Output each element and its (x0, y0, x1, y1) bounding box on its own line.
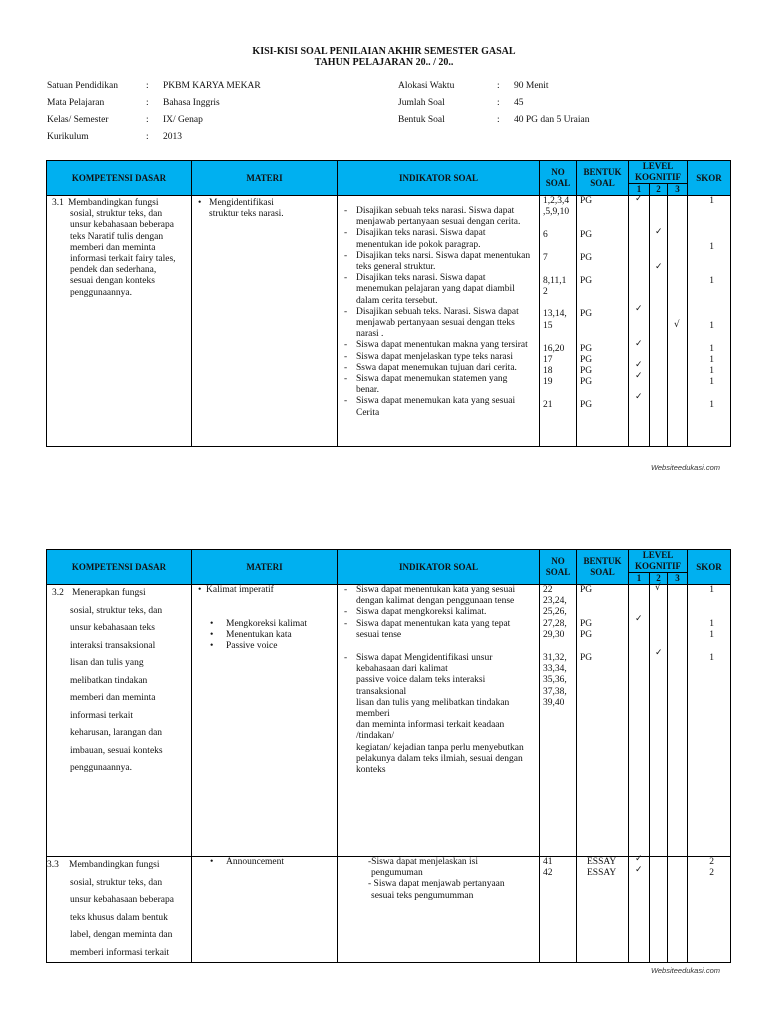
check-icon: ✓ (635, 854, 643, 864)
header-skor: SKOR (688, 161, 731, 196)
indikator-item: - Siswa dapat Mengidentifikasi unsur (344, 653, 493, 663)
kd-number: 3.1 (52, 198, 64, 208)
meta-sep: : (146, 132, 149, 142)
header-skor: SKOR (688, 550, 731, 585)
meta-value-kurikulum: 2013 (163, 132, 182, 142)
kisi-table-2 (46, 549, 731, 963)
materi-cell (192, 857, 338, 963)
meta-label-jumlah: Jumlah Soal (398, 98, 445, 108)
indikator-list: - Disajikan sebuah teks narasi. Siswa dapat menjawab pertanyaan sesuai dengan cerita. - Disajikan teks narasi. Siswa dapat menentukan ide pokok paragrap. - Disajikan teks narsi. Siswa dapat menentukan teks general struktur. - Disajikan teks narasi. Siswa dapat menemukan pelajaran yang dapat diambil dalam cerita tersebut. - Disajikan sebuah teks. Narasi. Siswa dapat menjawab pertanyaan sesuai dengan tteks narasi . - Siswa dapat menentukan makna yang tersirat - Siswa dapat menjelaskan type teks narasi - Sswa dapat menemukan tujuan dari cerita. - Siswa dapat menemukan statemen yang benar. - Siswa dapat menemukan kata yang sesuai Cerita (344, 206, 531, 418)
header-level-2: 2 (650, 573, 668, 585)
meta-value-kelas: IX/ Genap (163, 115, 203, 125)
indikator-item: - Disajikan teks narasi. Siswa dapat (344, 228, 486, 239)
materi-cell: • Mengidentifikasi struktur teks narasi. (192, 196, 338, 447)
materi-cell (192, 585, 338, 857)
bentuk-soal-cell: PG PG PG PG PG PG PG PG PG PG (577, 196, 629, 447)
header-level-kognitif: LEVEL KOGNITIF (629, 161, 688, 184)
materi-item: • Announcement (210, 857, 285, 867)
indikator-cell: - Siswa dapat menentukan kata yang sesuai dengan kalimat dengan penggunaan tense - Siswa dapat mengkoreksi kalimat. - Siswa dapat menentukan kata yang tepat sesuai tense - Siswa dapat Mengidentifikasi unsur kebahasaan dari kalimat passive voice dalam teks interaksi transaksional lisan dan tulis yang melibatkan tindakan memberi dan meminta informasi terkait keadaan /tindakan/ kegiatan/ kejadian tanpa perlu menyebutkan pelakunya dalam teks ilmiah, sesuai dengan konteks (338, 585, 540, 857)
indikator-item: - Disajikan sebuah teks narasi. Siswa dapat (344, 206, 515, 216)
header-kompetensi-dasar: KOMPETENSI DASAR (47, 550, 192, 585)
bentuk-soal-cell: PG PG PG PG (577, 585, 629, 857)
check-icon: ✓ (655, 648, 663, 658)
check-icon: ✓ (655, 262, 663, 272)
indikator-item: - Siswa dapat menjawab pertanyaan (368, 879, 505, 890)
header-no-soal: NO SOAL (540, 550, 577, 585)
level-3-cell (668, 585, 688, 857)
check-icon: ✓ (635, 865, 643, 875)
header-level-3: 3 (668, 573, 688, 585)
indikator-item: - Siswa dapat menemukan statemen yang (344, 374, 508, 385)
check-icon: ✓ (635, 304, 643, 314)
meta-sep: : (146, 81, 149, 91)
meta-value-jumlah: 45 (514, 98, 524, 108)
indikator-item: - Siswa dapat menentukan kata yang sesuai (344, 585, 516, 595)
level-1-cell (629, 854, 650, 963)
check-icon: ✓ (635, 614, 643, 624)
header-materi: MATERI (192, 550, 338, 585)
check-icon: ✓ (635, 392, 643, 402)
meta-value-bentuk: 40 PG dan 5 Uraian (514, 115, 590, 125)
kd-cell: 3.3 Membandingkan fungsi sosial, struktur teks, dan unsur kebahasaan beberapa teks khusus dalam bentuk label, dengan meminta dan memberi informasi terkait (47, 857, 192, 963)
header-bentuk-soal: BENTUK SOAL (577, 550, 629, 585)
header-level-kognitif: LEVEL KOGNITIF (629, 550, 688, 573)
indikator-item: - Sswa dapat menemukan tujuan dari cerita. (344, 362, 517, 373)
level-3-cell (668, 857, 688, 963)
indikator-item: - Disajikan sebuah teks. Narasi. Siswa dapat (344, 306, 519, 317)
materi-item: • Mengkoreksi kalimat (210, 619, 307, 629)
indikator-item: - Siswa dapat menemukan kata yang sesuai (344, 396, 516, 407)
document-title: KISI-KISI SOAL PENILAIAN AKHIR SEMESTER GASAL (252, 46, 516, 57)
level-1-cell (629, 196, 650, 447)
meta-sep: : (497, 115, 500, 125)
document-subtitle: TAHUN PELAJARAN 20.. / 20.. (314, 57, 454, 68)
header-bentuk-soal: BENTUK SOAL (577, 161, 629, 196)
level-2-cell (650, 857, 668, 963)
indikator-item: - Siswa dapat menentukan makna yang tersirat (344, 340, 528, 351)
meta-label-satuan: Satuan Pendidikan (47, 81, 118, 91)
watermark: Websiteedukasi.com (650, 463, 720, 472)
meta-value-mapel: Bahasa Inggris (163, 98, 220, 108)
kd-cell: 3.1 Membandingkan fungsi sosial, struktur teks, dan unsur kebahasaan beberapa teks Naratif tulis dengan memberi dan meminta informasi terkait fairy tales, pendek dan sederhana, sesuai dengan konteks penggunaannya. (47, 196, 192, 447)
indikator-item: - Siswa dapat menjelaskan type teks narasi (344, 351, 513, 362)
no-soal-cell: 41 42 (540, 857, 577, 963)
meta-sep: : (497, 81, 500, 91)
indikator-item: -Siswa dapat menjelaskan isi (368, 857, 479, 867)
materi-item: • Menentukan kata (210, 630, 292, 641)
header-indikator: INDIKATOR SOAL (338, 550, 540, 585)
root-icon: √ (674, 320, 680, 330)
meta-value-satuan: PKBM KARYA MEKAR (163, 81, 261, 91)
header-level-1: 1 (629, 184, 650, 196)
meta-label-alokasi: Alokasi Waktu (398, 81, 455, 91)
indikator-cell (338, 196, 540, 447)
indikator-item: - Siswa dapat menentukan kata yang tepat (344, 618, 511, 629)
root-icon: √ (655, 583, 661, 593)
skor-cell: 1 1 1 1 (688, 585, 731, 857)
watermark: Websiteedukasi.com (650, 966, 720, 975)
meta-value-alokasi: 90 Menit (514, 81, 549, 91)
kisi-table-1 (46, 160, 731, 447)
materi-item: • Mengidentifikasi (198, 198, 274, 208)
bentuk-soal-cell: ESSAY ESSAY (577, 857, 629, 963)
materi-item: • Kalimat imperatif (198, 585, 274, 595)
meta-label-mapel: Mata Pelajaran (47, 98, 105, 108)
level-1-cell (629, 585, 650, 857)
indikator-item: - Disajikan teks narsi. Siswa dapat menentukan (344, 250, 531, 261)
header-no-soal: NO SOAL (540, 161, 577, 196)
meta-label-kelas: Kelas/ Semester (47, 115, 109, 125)
indikator-item: - Disajikan teks narasi. Siswa dapat (344, 273, 486, 284)
meta-label-kurikulum: Kurikulum (47, 132, 89, 142)
meta-sep: : (146, 98, 149, 108)
skor-cell: 2 2 (688, 857, 731, 963)
no-soal-cell: 22 23,24, 25,26, 27,28, 29,30 31,32, 33,34, 35,36, 37,38, 39,40 (540, 585, 577, 857)
meta-sep: : (497, 98, 500, 108)
header-materi: MATERI (192, 161, 338, 196)
level-2-cell (650, 196, 668, 447)
materi-item: • Passive voice (210, 641, 278, 652)
kd-cell: 3.2 Menerapkan fungsi sosial, struktur teks, dan unsur kebahasaan teks interaksi transaksional lisan dan tulis yang melibatkan tindakan memberi dan meminta informasi terkait keharusan, larangan dan imbauan, sesuai konteks penggunaannya. (47, 585, 192, 857)
indikator-item: - Siswa dapat mengkoreksi kalimat. (344, 607, 487, 618)
header-level-1: 1 (629, 573, 650, 585)
check-icon: ✓ (655, 227, 663, 237)
header-level-3: 3 (668, 184, 688, 196)
meta-label-bentuk: Bentuk Soal (398, 115, 445, 125)
no-soal-cell: 1,2,3,4 ,5,9,10 6 7 8,11,1 2 13,14, 15 16,20 17 18 19 21 (540, 196, 577, 447)
header-level-2: 2 (650, 184, 668, 196)
level-3-cell (668, 196, 688, 447)
check-icon: ✓ (635, 371, 643, 381)
header-indikator: INDIKATOR SOAL (338, 161, 540, 196)
level-2-cell (650, 585, 668, 857)
indikator-cell: -Siswa dapat menjelaskan isi pengumuman - Siswa dapat menjawab pertanyaan sesuai teks pengumumman (338, 857, 540, 963)
check-icon: ✓ (635, 339, 643, 349)
header-kompetensi-dasar: KOMPETENSI DASAR (47, 161, 192, 196)
skor-cell: 1 1 1 1 1 1 1 1 1 (688, 196, 731, 447)
kd-number: 3.3 (47, 860, 59, 870)
kd-number: 3.2 (52, 588, 64, 598)
check-icon: ✓ (635, 194, 643, 204)
check-icon: ✓ (635, 360, 643, 370)
meta-sep: : (146, 115, 149, 125)
